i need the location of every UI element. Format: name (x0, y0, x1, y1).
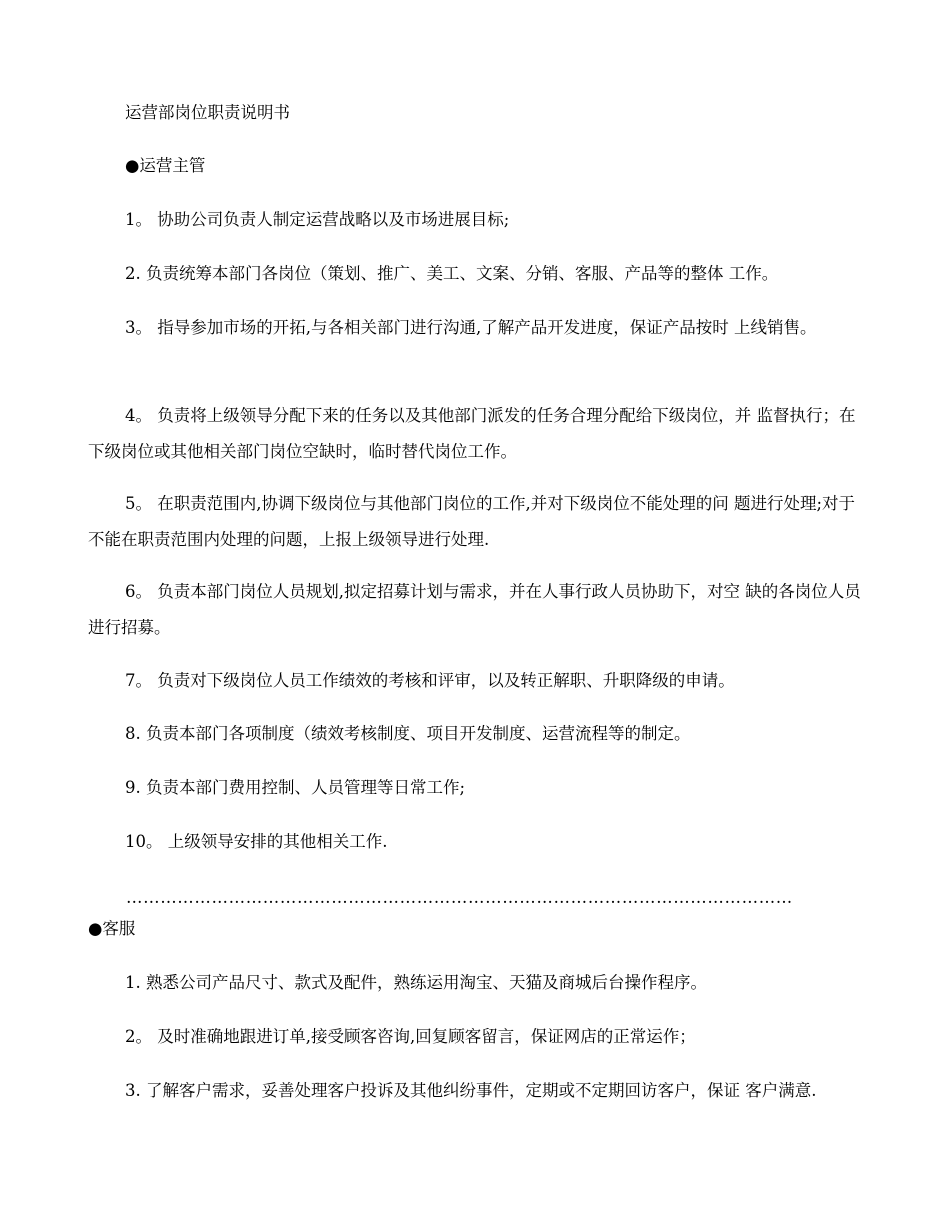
list-item: 4。 负责将上级领导分配下来的任务以及其他部门派发的任务合理分配给下级岗位，并 监督执行；在下级岗位或其他相关部门岗位空缺时，临时替代岗位工作。 (88, 406, 856, 461)
list-item: 10。 上级领导安排的其他相关工作. (125, 832, 388, 851)
list-item: 2. 负责统筹本部门各岗位（策划、推广、美工、文案、分销、客服、产品等的整体 工作。 (125, 264, 779, 283)
section-heading-operations-manager: ●运营主管 (125, 156, 206, 175)
list-item: 6。 负责本部门岗位人员规划,拟定招募计划与需求，并在人事行政人员协助下，对空 缺的各岗位人员进行招募。 (88, 582, 861, 637)
section-heading-customer-service: ●客服 (88, 919, 136, 938)
list-item: 7。 负责对下级岗位人员工作绩效的考核和评审，以及转正解职、升职降级的申请。 (125, 671, 735, 690)
list-item: 1. 熟悉公司产品尺寸、款式及配件，熟练运用淘宝、天猫及商城后台操作程序。 (125, 973, 707, 992)
list-item: 3。 指导参加市场的开拓,与各相关部门进行沟通,了解产品开发进度，保证产品按时 上线销售。 (125, 318, 817, 337)
list-item: 3. 了解客户需求，妥善处理客户投诉及其他纠纷事件，定期或不定期回访客户，保证 客户满意. (125, 1081, 817, 1100)
list-item: 5。 在职责范围内,协调下级岗位与其他部门岗位的工作,并对下级岗位不能处理的问 题进行处理;对于不能在职责范围内处理的问题，上报上级领导进行处理. (88, 494, 856, 549)
dotted-separator: ……………………………………………………………………………………………………… (126, 888, 793, 907)
document-title: 运营部岗位职责说明书 (125, 103, 290, 122)
list-item: 8. 负责本部门各项制度（绩效考核制度、项目开发制度、运营流程等的制定。 (125, 724, 691, 743)
list-item: 1。 协助公司负责人制定运营战略以及市场进展目标; (125, 210, 510, 229)
list-item: 2。 及时准确地跟进订单,接受顾客咨询,回复顾客留言，保证网店的正常运作； (125, 1027, 696, 1046)
list-item: 9. 负责本部门费用控制、人员管理等日常工作; (125, 778, 466, 797)
